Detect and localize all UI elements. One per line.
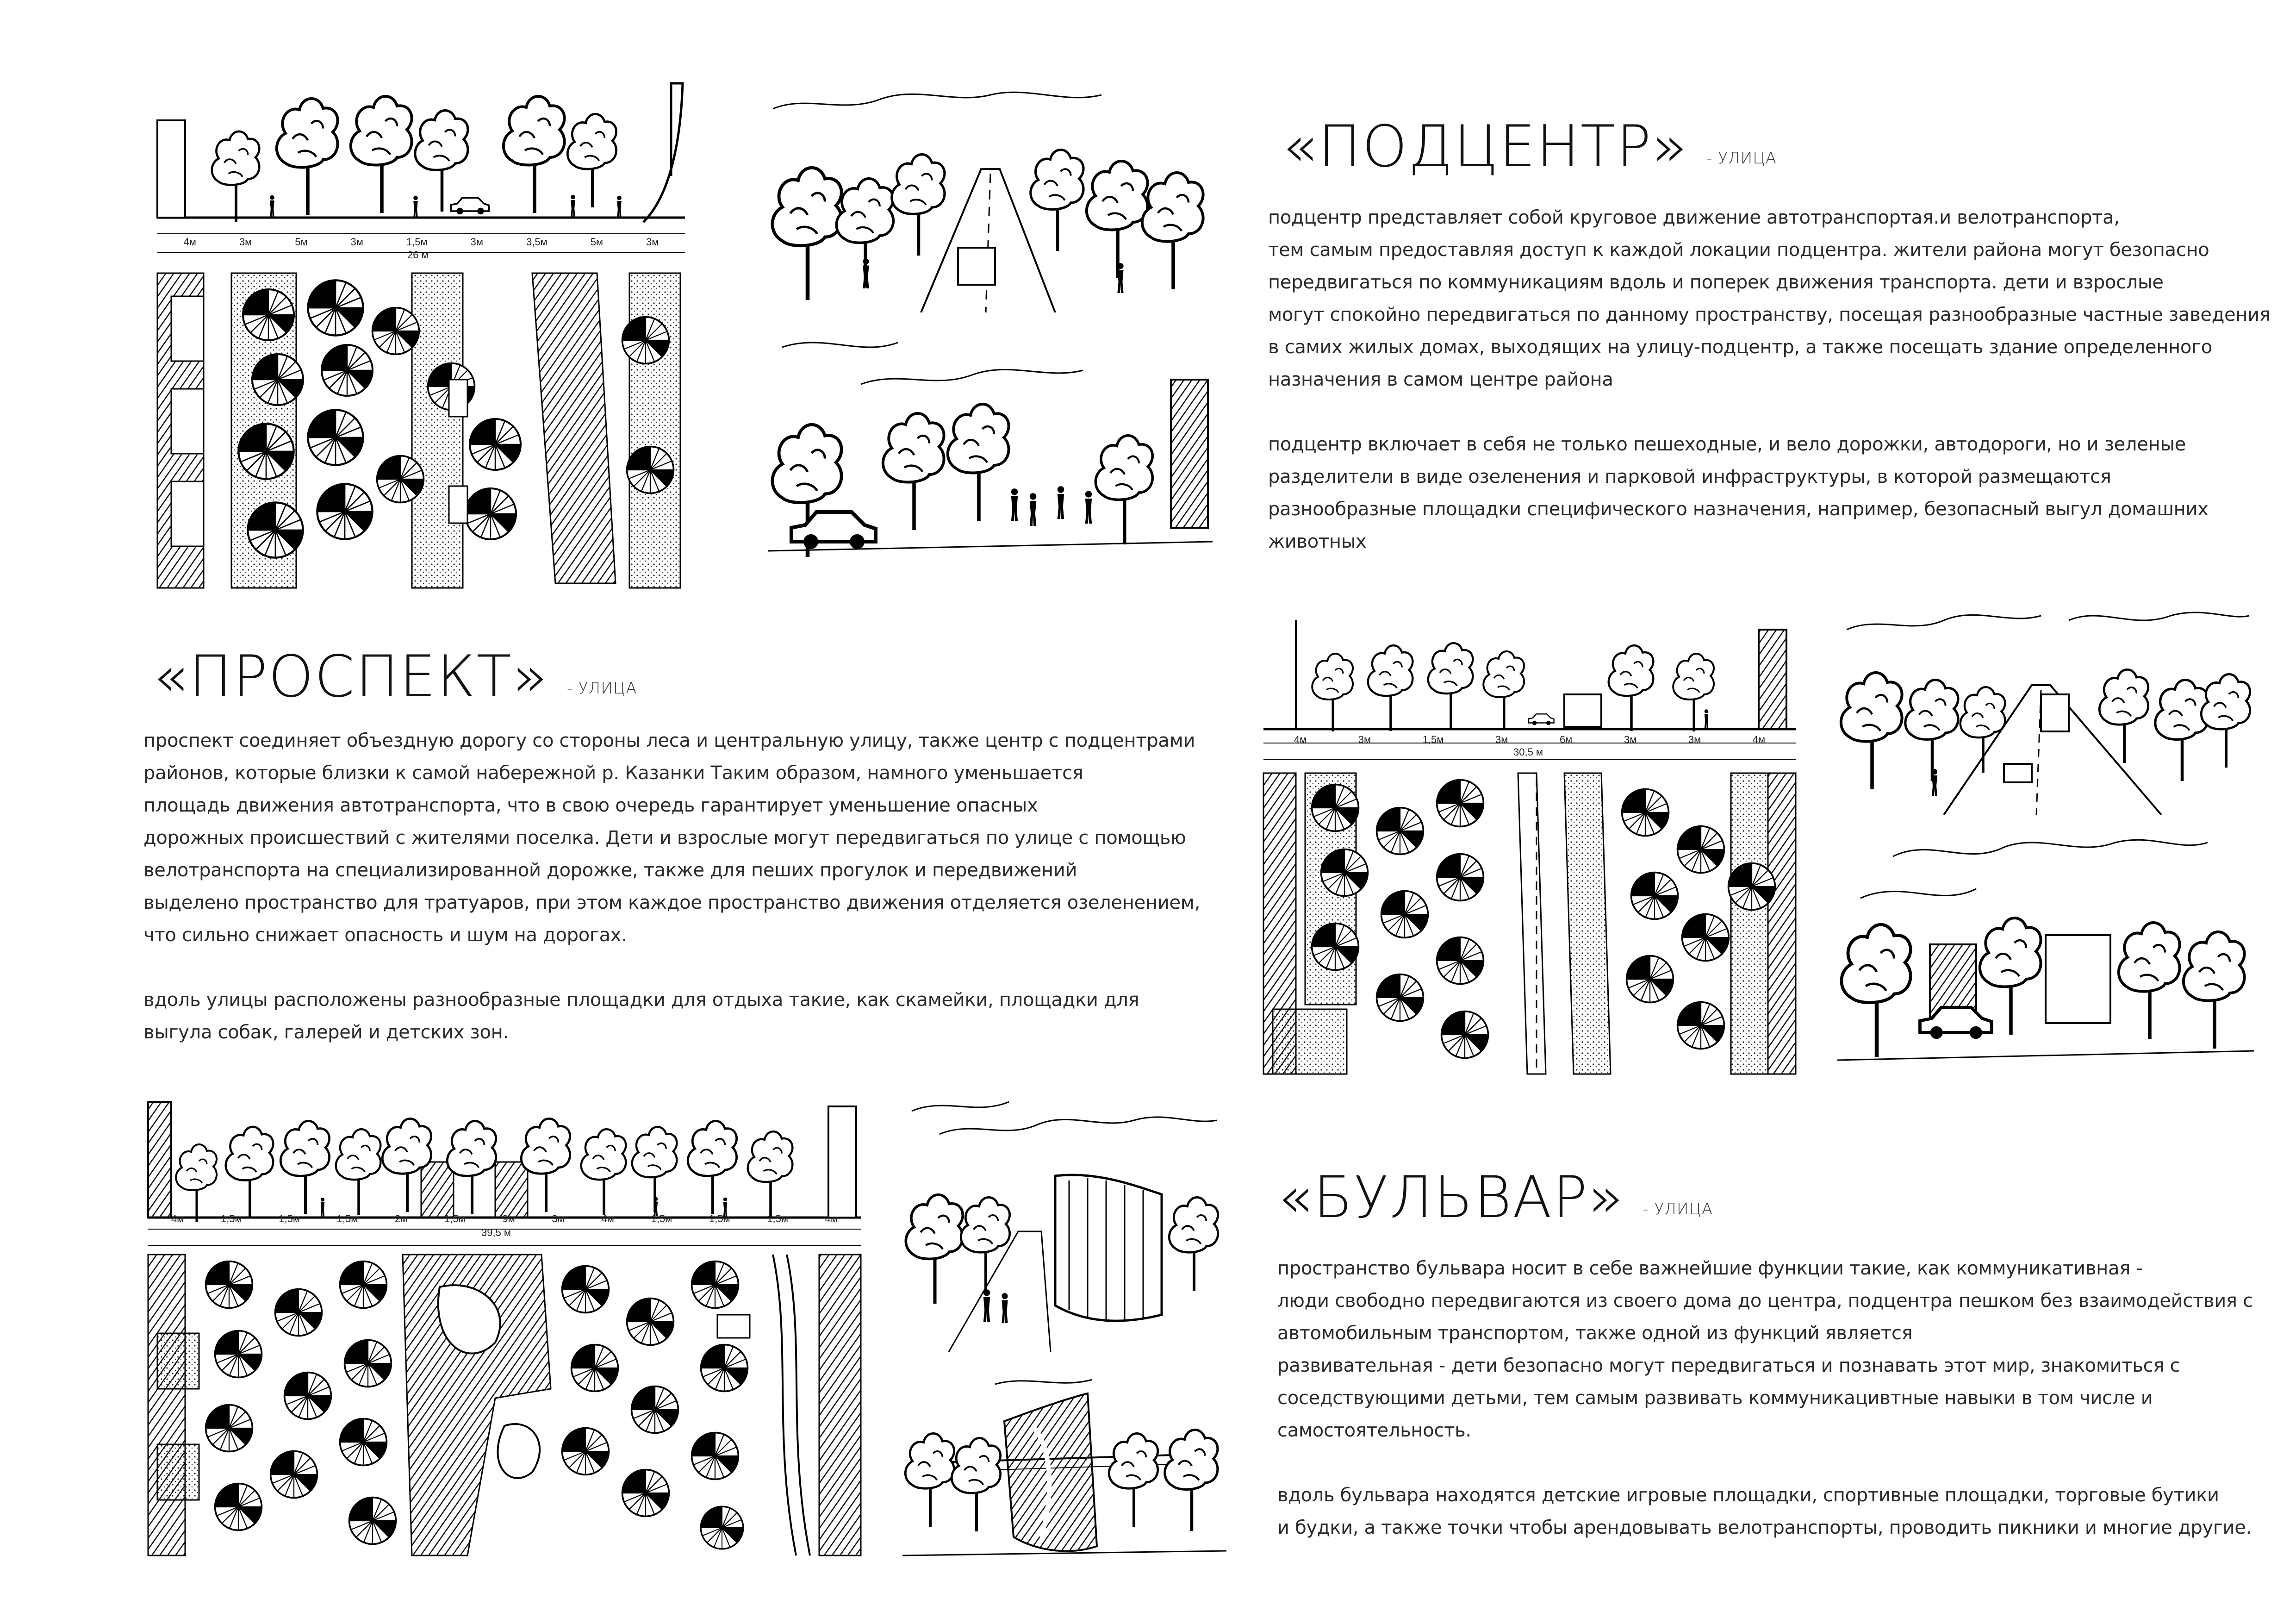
dim-label: 4м	[601, 1213, 614, 1224]
dim-label: 3,5м	[526, 236, 548, 248]
dim-label: 1,5м	[336, 1213, 358, 1224]
podcentr-title-text: «ПОДЦЕНТР»	[1282, 113, 1688, 180]
prospekt-section-sketch	[153, 69, 690, 264]
text-line: велотранспорта на специализированной дорожке, также для пеших прогулок и передвижений	[143, 860, 1077, 881]
bulvar-perspective-top	[902, 1093, 1222, 1352]
bulvar-title	[1277, 1164, 1713, 1231]
prospekt-plan-sketch	[153, 269, 690, 593]
bulvar-subtitle: - УЛИЦА	[1643, 1200, 1713, 1218]
text-line: развивательная - дети безопасно могут передвигаться и познавать этот мир, знакомиться с	[1277, 1355, 2180, 1376]
text-line: что сильно снижает опасность и шум на дорогах.	[143, 924, 627, 946]
dim-label: 6м	[1559, 734, 1573, 745]
text-line: люди свободно передвигаются из своего дома до центра, подцентра пешком без взаимодействия с	[1277, 1290, 2253, 1312]
dim-label: 1,5м	[220, 1213, 242, 1224]
text-line: разнообразные площадки специфического назначения, например, безопасный выгул домашних	[1268, 499, 2209, 520]
prospekt-perspective-bottom	[768, 329, 1213, 579]
dim-label: 9м	[502, 1213, 515, 1224]
text-line: пространство бульвара носит в себе важнейшие функции такие, как коммуникативная -	[1277, 1258, 2143, 1279]
dim-label: 4м	[171, 1213, 184, 1224]
dim-label: 4м	[183, 236, 196, 248]
prospekt-description	[143, 725, 1200, 1049]
text-line: выделено пространство для тратуаров, при этом каждое пространство движения отделяется озеленением,	[143, 892, 1201, 913]
prospekt-title	[153, 643, 637, 710]
text-line: соседствующими детьми, тем самым развивать коммуникацивтные навыки в том числе и	[1277, 1387, 2153, 1409]
dim-label: 3м	[1624, 734, 1637, 745]
dim-label: 1,5м	[444, 1213, 466, 1224]
podcentr-description	[1268, 201, 2271, 558]
podcentr-perspective-bottom	[1837, 829, 2254, 1069]
dim-label: 2м	[394, 1213, 408, 1224]
text-line: вдоль бульвара находятся детские игровые площадки, спортивные площадки, торговые бутики	[1277, 1485, 2219, 1506]
bulvar-perspective-bottom	[902, 1370, 1226, 1565]
dim-label: 1,5м	[651, 1213, 672, 1224]
dim-label: 3м	[646, 236, 659, 248]
text-line: площадь движения автотранспорта, что в свою очередь гарантирует уменьшение опасных	[143, 795, 1038, 816]
dim-label: 3м	[350, 236, 363, 248]
text-line: подцентр включает в себя не только пешеходные, и вело дорожки, автодороги, но и зеленые	[1268, 434, 2186, 455]
dim-label: 3м	[1688, 734, 1701, 745]
podcentr-plan-sketch	[1259, 768, 1800, 1079]
text-line: передвигаться по коммуникациям вдоль и поперек движения транспорта. дети и взрослые	[1268, 272, 2164, 293]
text-line: дорожных происшествий с жителями поселка. Дети и взрослые могут передвигаться по улице с помощью	[143, 827, 1186, 849]
dim-label: 3м	[1495, 734, 1508, 745]
text-line: разделители в виде озеленения и парковой инфраструктуры, в которой размещаются	[1268, 466, 2111, 487]
prospekt-perspective-top	[768, 76, 1208, 312]
text-line: автомобильным транспортом, также одной из функций является	[1277, 1323, 1913, 1344]
dim-label: 1,5м	[709, 1213, 730, 1224]
text-line: выгула собак, галерей и детских зон.	[143, 1022, 509, 1043]
dim-label: 3м	[1358, 734, 1371, 745]
dim-label: 1,5м	[1422, 734, 1444, 745]
text-line: самостоятельность.	[1277, 1420, 1471, 1441]
bulvar-plan-sketch	[143, 1250, 865, 1560]
dim-label: 5м	[295, 236, 308, 248]
dim-label: 4м	[825, 1213, 838, 1224]
text-line: проспект соединяет объездную дорогу со стороны леса и центральную улицу, также центр с подцентрами	[143, 730, 1195, 751]
text-line: назначения в самом центре района	[1268, 369, 1613, 390]
text-line: подцентр представляет собой круговое движение автотранспортая.и велотранспорта,	[1268, 207, 2120, 228]
prospekt-subtitle: - УЛИЦА	[566, 679, 637, 698]
text-line: могут спокойно передвигаться по данному пространству, посещая разнообразные частные заведения	[1268, 304, 2271, 325]
text-line: в самих жилых домах, выходящих на улицу-подцентр, а также посещать здание определенного	[1268, 337, 2212, 358]
dim-label: 3м	[239, 236, 252, 248]
podcentr-total-width: 30,5 м	[1513, 746, 1543, 758]
dim-label: 3м	[470, 236, 483, 248]
dim-label: 4м	[1294, 734, 1307, 745]
dim-label: 1,5м	[767, 1213, 788, 1224]
text-line: вдоль улицы расположены разнообразные площадки для отдыха такие, как скамейки, площадки для	[143, 989, 1139, 1011]
dim-label: 1,5м	[406, 236, 428, 248]
text-line: тем самым предоставляя доступ к каждой локации подцентра. жители района могут безопасно	[1268, 239, 2209, 261]
podcentr-title	[1282, 113, 1777, 180]
bulvar-total-width: 39,5 м	[481, 1227, 511, 1238]
podcentr-subtitle: - УЛИЦА	[1706, 149, 1777, 168]
bulvar-title-text: «БУЛЬВАР»	[1277, 1164, 1624, 1231]
dim-label: 3м	[552, 1213, 565, 1224]
prospekt-total-width: 26 м	[407, 249, 429, 261]
bulvar-description	[1277, 1252, 2253, 1544]
dim-label: 5м	[590, 236, 604, 248]
text-line: животных	[1268, 531, 1367, 552]
dim-label: 1,5м	[279, 1213, 300, 1224]
dim-label: 4м	[1752, 734, 1766, 745]
text-line: районов, которые близки к самой набережной р. Казанки Таким образом, намного уменьшается	[143, 762, 1083, 784]
text-line: и будки, а также точки чтобы арендовывать велотранспорты, проводить пикники и многие другие.	[1277, 1517, 2252, 1538]
podcentr-perspective-top	[1837, 602, 2254, 815]
prospekt-title-text: «ПРОСПЕКТ»	[153, 643, 548, 710]
